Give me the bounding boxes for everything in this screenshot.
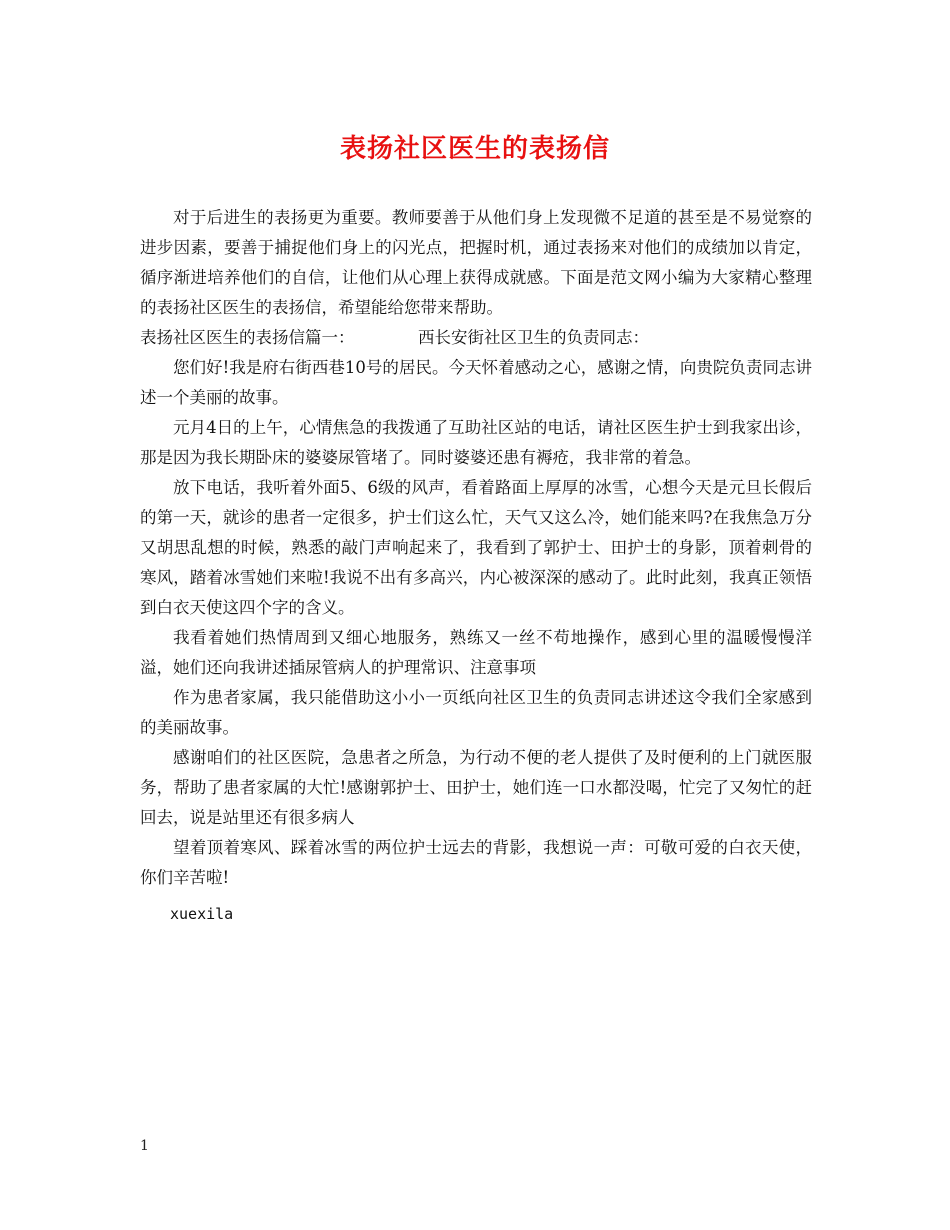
- signature: xuexila: [170, 905, 234, 923]
- document-body: [140, 203, 812, 929]
- salutation: 西长安街社区卫生的负责同志：: [418, 328, 649, 347]
- body-paragraph: 元月4日的上午，心情焦急的我拨通了互助社区站的电话，请社区医生护士到我家出诊，那是因为我长期卧床的婆婆尿管堵了。同时婆婆还患有褥疮，我非常的着急。: [140, 418, 812, 467]
- section-heading-line: [140, 323, 812, 353]
- page-title: 表扬社区医生的表扬信: [339, 134, 610, 164]
- body-paragraph: 您们好!我是府右街西巷10号的居民。今天怀着感动之心，感谢之情，向贵院负责同志讲述一个美丽的故事。: [140, 358, 812, 407]
- body-paragraph: 感谢咱们的社区医院，急患者之所急，为行动不便的老人提供了及时便利的上门就医服务，帮助了患者家属的大忙!感谢郭护士、田护士，她们连一口水都没喝，忙完了又匆忙的赶回去，说是站里还有很多病人: [140, 748, 812, 827]
- intro-paragraph: 对于后进生的表扬更为重要。教师要善于从他们身上发现微不足道的甚至是不易觉察的进步因素，要善于捕捉他们身上的闪光点，把握时机，通过表扬来对他们的成绩加以肯定，循序渐进培养他们的自信，让他们从心理上获得成就感。下面是范文网小编为大家精心整理的表扬社区医生的表扬信，希望能给您带来帮助。: [140, 208, 812, 317]
- body-paragraph: 望着顶着寒风、踩着冰雪的两位护士远去的背影，我想说一声：可敬可爱的白衣天使，你们辛苦啦!: [140, 838, 812, 887]
- body-paragraph: 作为患者家属，我只能借助这小小一页纸向社区卫生的负责同志讲述这令我们全家感到的美丽故事。: [140, 688, 812, 737]
- body-paragraph: 我看着她们热情周到又细心地服务，熟练又一丝不苟地操作，感到心里的温暖慢慢洋溢，她们还向我讲述插尿管病人的护理常识、注意事项: [140, 628, 812, 677]
- section-heading: 表扬社区医生的表扬信篇一：: [140, 328, 355, 347]
- page-number: 1: [140, 1138, 149, 1154]
- body-paragraph: 放下电话，我听着外面5、6级的风声，看着路面上厚厚的冰雪，心想今天是元旦长假后的第一天，就诊的患者一定很多，护士们这么忙，天气又这么冷，她们能来吗?在我焦急万分又胡思乱想的时候，熟悉的敲门声响起来了，我看到了郭护士、田护士的身影，顶着刺骨的寒风，踏着冰雪她们来啦!我说不出有多高兴，内心被深深的感动了。此时此刻，我真正领悟到白衣天使这四个字的含义。: [140, 478, 812, 617]
